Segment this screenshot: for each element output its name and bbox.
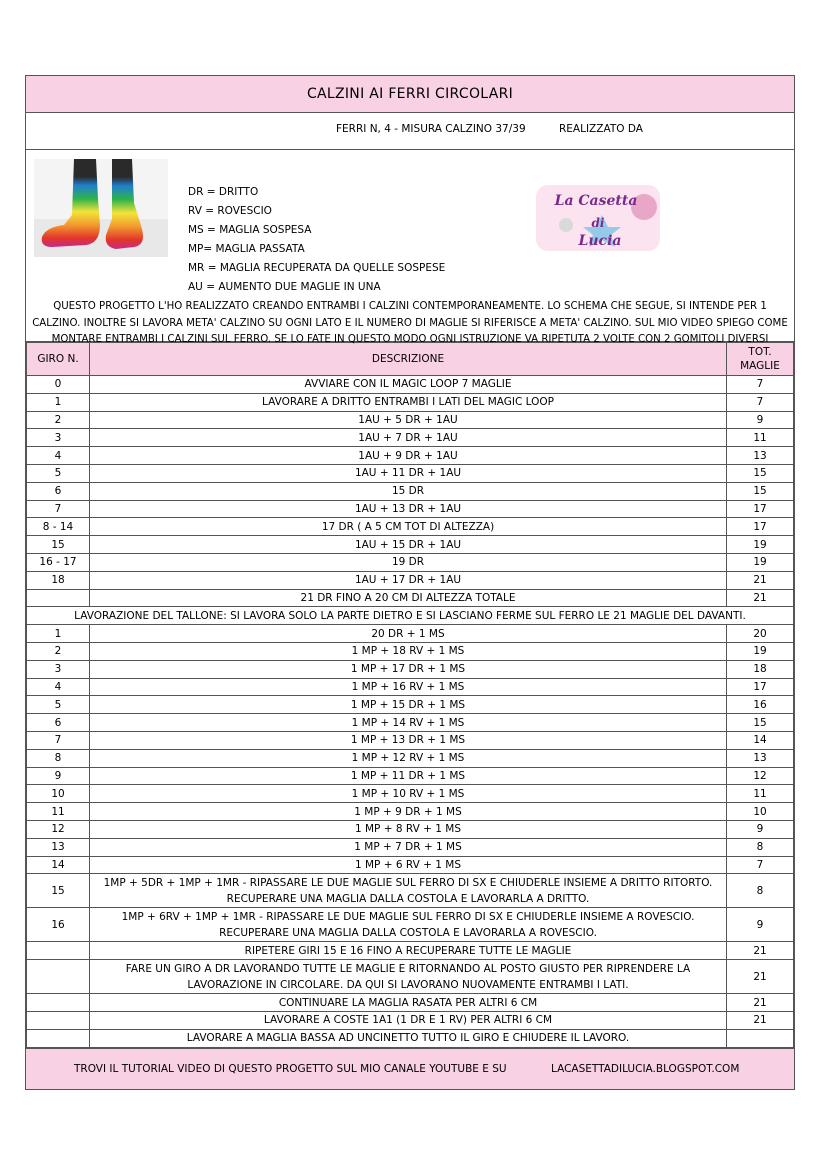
total-cell: 7 [727,393,794,411]
giro-cell: 14 [27,856,90,874]
total-cell: 15 [727,482,794,500]
description-cell: LAVORARE A DRITTO ENTRAMBI I LATI DEL MAGIC LOOP [90,393,727,411]
description-cell: 1 MP + 13 DR + 1 MS [90,731,727,749]
description-cell: 1AU + 15 DR + 1AU [90,536,727,554]
header-giro: GIRO N. [27,343,90,376]
subheader [26,113,794,150]
table-row [27,429,794,447]
table-row [27,376,794,394]
table-row [27,908,794,942]
table-row [27,678,794,696]
logo-line-2: di [591,216,605,230]
description-line: 1MP + 6RV + 1MP + 1MR - RIPASSARE LE DUE MAGLIE SUL FERRO DI SX E CHIUDERLE INSIEME A ROVESCIO. [121,910,695,923]
table-row [27,660,794,678]
total-cell: 16 [727,696,794,714]
logo-line-3: Lucia [578,233,622,249]
giro-cell: 5 [27,464,90,482]
total-cell: 20 [727,625,794,643]
table-row [27,1029,794,1047]
giro-cell: 15 [27,874,90,908]
description-cell: 1AU + 11 DR + 1AU [90,464,727,482]
heel-note: LAVORAZIONE DEL TALLONE: SI LAVORA SOLO LA PARTE DIETRO E SI LASCIANO FERME SUL FERRO LE 21 MAGLIE DEL DAVANTI. [27,607,794,625]
legend-item: MP= MAGLIA PASSATA [188,243,305,255]
total-cell: 7 [727,376,794,394]
abbreviations-legend [188,183,445,297]
description-cell: 1 MP + 7 DR + 1 MS [90,838,727,856]
table-row [27,767,794,785]
table-row [27,749,794,767]
total-cell [727,1029,794,1047]
description-cell: 1 MP + 16 RV + 1 MS [90,678,727,696]
giro-cell: 3 [27,660,90,678]
total-cell: 9 [727,411,794,429]
table-row [27,696,794,714]
description-cell: 1 MP + 15 DR + 1 MS [90,696,727,714]
giro-cell [27,1011,90,1029]
giro-cell: 1 [27,625,90,643]
total-cell: 17 [727,518,794,536]
table-row [27,960,794,994]
total-cell: 19 [727,553,794,571]
header-tot-line2: MAGLIE [740,360,780,372]
description-line: LAVORAZIONE IN CIRCOLARE. DA QUI SI LAVORANO NUOVAMENTE ENTRAMBI I LATI. [187,978,629,991]
legend-item: AU = AUMENTO DUE MAGLIE IN UNA [188,281,381,293]
giro-cell: 12 [27,820,90,838]
total-cell: 21 [727,942,794,960]
description-cell: 1AU + 13 DR + 1AU [90,500,727,518]
giro-cell: 9 [27,767,90,785]
giro-cell [27,942,90,960]
description-cell: 1 MP + 14 RV + 1 MS [90,714,727,732]
table-row [27,785,794,803]
description-cell: LAVORARE A COSTE 1A1 (1 DR E 1 RV) PER ALTRI 6 CM [90,1011,727,1029]
description-cell: CONTINUARE LA MAGLIA RASATA PER ALTRI 6 CM [90,994,727,1012]
total-cell: 21 [727,571,794,589]
description-cell: 1AU + 9 DR + 1AU [90,447,727,465]
description-cell: LAVORARE A MAGLIA BASSA AD UNCINETTO TUTTO IL GIRO E CHIUDERE IL LAVORO. [90,1029,727,1047]
header-descrizione: DESCRIZIONE [90,343,727,376]
table-row [27,874,794,908]
giro-cell: 2 [27,642,90,660]
giro-cell: 16 - 17 [27,553,90,571]
table-row [27,589,794,607]
description-line: RECUPERARE UNA MAGLIA DALLA COSTOLA E LAVORARLA A ROVESCIO. [219,926,597,939]
table-row [27,942,794,960]
table-row [27,518,794,536]
blog-url: LACASETTADILUCIA.BLOGSPOT.COM [551,1062,740,1075]
total-cell: 15 [727,714,794,732]
table-row [27,447,794,465]
total-cell: 21 [727,960,794,994]
footer-text: TROVI IL TUTORIAL VIDEO DI QUESTO PROGETTO SUL MIO CANALE YOUTUBE E SU [74,1062,507,1075]
giro-cell [27,1029,90,1047]
giro-cell: 13 [27,838,90,856]
total-cell: 15 [727,464,794,482]
description-cell [90,960,727,994]
pattern-title: CALZINI AI FERRI CIRCOLARI [26,76,794,113]
giro-cell: 1 [27,393,90,411]
total-cell: 11 [727,785,794,803]
giro-cell [27,960,90,994]
table-row [27,803,794,821]
project-note: QUESTO PROGETTO L'HO REALIZZATO CREANDO ENTRAMBI I CALZINI CONTEMPORANEAMENTE. LO SCHEMA CHE SEGUE, SI INTENDE PER 1 CALZINO. INOLTRE SI LAVORA META' CALZINO SU OGNI LATO E IL NUMERO DI MAGLIE SI RIFERISCE A META' CALZINO. SUL MIO VIDEO SPIEGO COME MONTARE ENTRAMBI I CALZINI SUL FERRO. SE LO FATE IN QUESTO MODO OGNI ISTRUZIONE VA RIPETUTA 2 VOLTE CON 2 GOMITOLI DIVERSI [32,301,788,345]
description-cell: 1 MP + 18 RV + 1 MS [90,642,727,660]
made-by-text: REALIZZATO DA [559,123,643,135]
total-cell: 19 [727,642,794,660]
legend-item: DR = DRITTO [188,186,259,198]
description-cell: 1 MP + 9 DR + 1 MS [90,803,727,821]
table-row [27,838,794,856]
description-cell: 1AU + 17 DR + 1AU [90,571,727,589]
table-row [27,464,794,482]
description-cell: 1AU + 7 DR + 1AU [90,429,727,447]
description-line: 1MP + 5DR + 1MP + 1MR - RIPASSARE LE DUE MAGLIE SUL FERRO DI SX E CHIUDERLE INSIEME A DRITTO RITORTO. [103,876,713,889]
total-cell: 7 [727,856,794,874]
total-cell: 21 [727,589,794,607]
table-row [27,625,794,643]
table-row [27,553,794,571]
giro-cell: 8 - 14 [27,518,90,536]
table-row [27,411,794,429]
giro-cell: 3 [27,429,90,447]
total-cell: 17 [727,500,794,518]
description-cell: 1 MP + 12 RV + 1 MS [90,749,727,767]
total-cell: 17 [727,678,794,696]
table-row [27,642,794,660]
logo-line-1: La Casetta [554,193,638,209]
giro-cell: 6 [27,482,90,500]
socks-photo [34,159,168,257]
la-casetta-di-lucia-logo [536,185,660,251]
giro-cell: 10 [27,785,90,803]
table-row [27,1011,794,1029]
giro-cell [27,994,90,1012]
total-cell: 8 [727,874,794,908]
total-cell: 9 [727,908,794,942]
instructions-table [26,342,794,1048]
total-cell: 19 [727,536,794,554]
header-tot-line1: TOT. [748,346,772,358]
giro-cell: 8 [27,749,90,767]
table-row [27,714,794,732]
giro-cell [27,589,90,607]
description-cell: 1AU + 5 DR + 1AU [90,411,727,429]
total-cell: 21 [727,994,794,1012]
giro-cell: 16 [27,908,90,942]
description-cell: 1 MP + 6 RV + 1 MS [90,856,727,874]
description-cell: 19 DR [90,553,727,571]
giro-cell: 4 [27,678,90,696]
giro-cell: 5 [27,696,90,714]
giro-cell: 11 [27,803,90,821]
description-cell: 1 MP + 11 DR + 1 MS [90,767,727,785]
description-cell [90,874,727,908]
total-cell: 11 [727,429,794,447]
total-cell: 13 [727,447,794,465]
pattern-sheet [25,75,795,1090]
total-cell: 12 [727,767,794,785]
giro-cell: 7 [27,731,90,749]
giro-cell: 6 [27,714,90,732]
table-row [27,820,794,838]
description-cell: 1 MP + 8 RV + 1 MS [90,820,727,838]
description-cell: 17 DR ( A 5 CM TOT DI ALTEZZA) [90,518,727,536]
legend-item: RV = ROVESCIO [188,205,272,217]
description-cell: 1 MP + 10 RV + 1 MS [90,785,727,803]
description-cell: RIPETERE GIRI 15 E 16 FINO A RECUPERARE TUTTE LE MAGLIE [90,942,727,960]
description-cell [90,908,727,942]
table-row [27,536,794,554]
heel-note-row [27,607,794,625]
legend-item: MS = MAGLIA SOSPESA [188,224,312,236]
table-row [27,994,794,1012]
description-cell: 1 MP + 17 DR + 1 MS [90,660,727,678]
total-cell: 21 [727,1011,794,1029]
giro-cell: 0 [27,376,90,394]
table-row [27,856,794,874]
total-cell: 10 [727,803,794,821]
needles-size-text: FERRI N, 4 - MISURA CALZINO 37/39 [336,123,526,135]
giro-cell: 15 [27,536,90,554]
total-cell: 18 [727,660,794,678]
table-row [27,500,794,518]
giro-cell: 7 [27,500,90,518]
description-cell: AVVIARE CON IL MAGIC LOOP 7 MAGLIE [90,376,727,394]
table-row [27,393,794,411]
description-cell: 21 DR FINO A 20 CM DI ALTEZZA TOTALE [90,589,727,607]
description-cell: 20 DR + 1 MS [90,625,727,643]
footer [26,1048,794,1089]
total-cell: 8 [727,838,794,856]
description-line: RECUPERARE UNA MAGLIA DALLA COSTOLA E LAVORARLA A DRITTO. [226,892,590,905]
total-cell: 9 [727,820,794,838]
description-cell: 15 DR [90,482,727,500]
table-row [27,571,794,589]
giro-cell: 4 [27,447,90,465]
info-area [26,113,794,345]
description-line: FARE UN GIRO A DR LAVORANDO TUTTE LE MAGLIE E RITORNANDO AL POSTO GIUSTO PER RIPRENDERE LA [125,962,691,975]
legend-item: MR = MAGLIA RECUPERATA DA QUELLE SOSPESE [188,262,446,274]
giro-cell: 18 [27,571,90,589]
giro-cell: 2 [27,411,90,429]
table-row [27,482,794,500]
total-cell: 14 [727,731,794,749]
table-row [27,731,794,749]
total-cell: 13 [727,749,794,767]
